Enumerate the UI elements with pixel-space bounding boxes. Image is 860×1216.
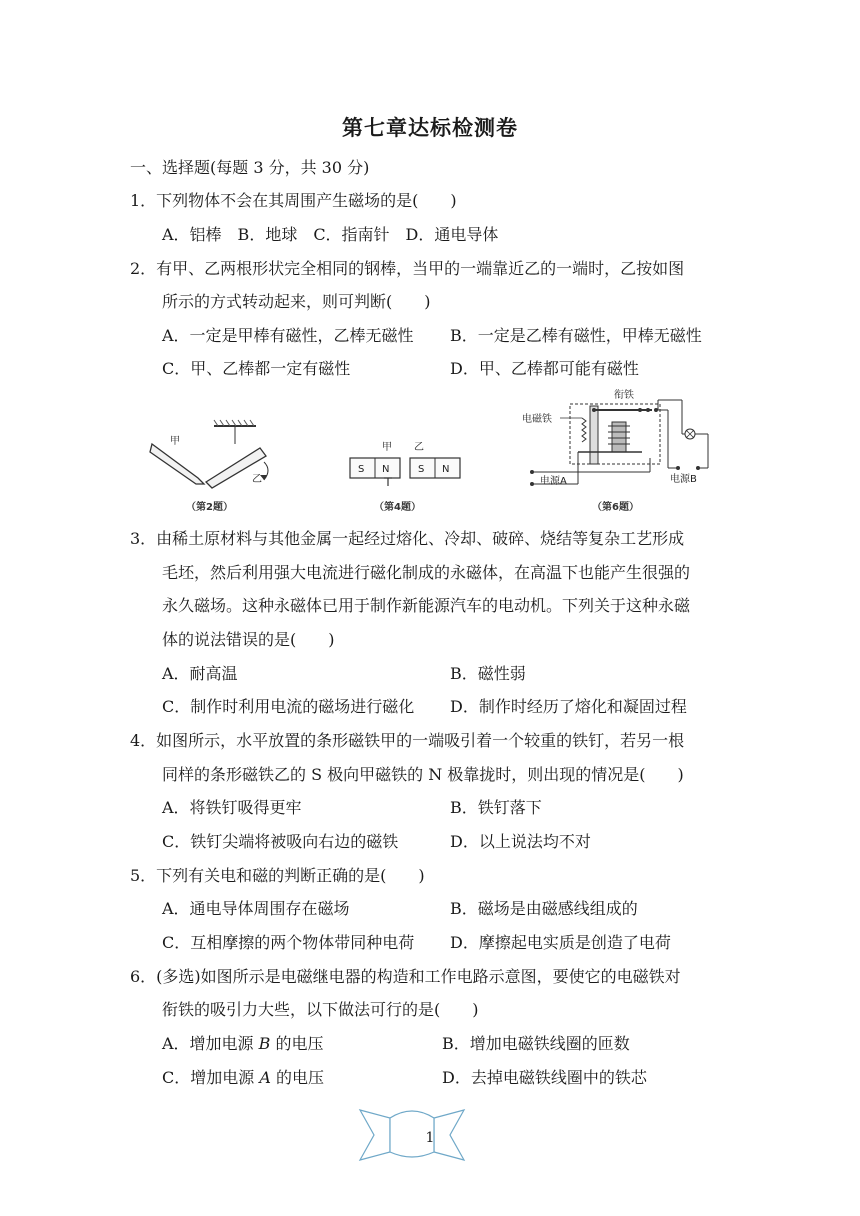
figure-6-label-source-b: 电源B	[670, 474, 697, 485]
figure-6-relay-circuit	[522, 388, 722, 520]
question-3-stem-line3: 永久磁场。这种永磁体已用于制作新能源汽车的电动机。下列关于这种永磁	[162, 596, 691, 615]
question-3-option-b: B．磁性弱	[450, 664, 526, 683]
question-5-option-a: A．通电导体周围存在磁场	[162, 899, 350, 918]
question-2-option-d: D．甲、乙棒都可能有磁性	[450, 359, 639, 378]
question-3-stem-line4: 体的说法错误的是( )	[162, 630, 335, 649]
figure-6-label-armature: 衔铁	[614, 390, 634, 401]
question-2-stem-line2: 所示的方式转动起来，则可判断( )	[162, 292, 431, 311]
question-6-stem-line1: 6．(多选)如图所示是电磁继电器的构造和工作电路示意图，要使它的电磁铁对	[130, 967, 681, 986]
page-title: 第七章达标检测卷	[342, 116, 518, 140]
section-heading: 一、选择题(每题 3 分，共 30 分)	[130, 158, 370, 177]
question-2-option-c: C．甲、乙棒都一定有磁性	[162, 359, 351, 378]
question-2-option-a: A．一定是甲棒有磁性，乙棒无磁性	[162, 326, 414, 345]
figure-4-label-yi: 乙	[414, 442, 424, 453]
question-2-stem-line1: 2．有甲、乙两根形状完全相同的钢棒，当甲的一端靠近乙的一端时，乙按如图	[130, 259, 685, 278]
question-3-stem-line1: 3．由稀土原材料与其他金属一起经过熔化、冷却、破碎、烧结等复杂工艺形成	[130, 529, 685, 548]
question-1-options: A．铝棒 B．地球 C．指南针 D．通电导体	[162, 225, 499, 244]
question-3-option-d: D．制作时经历了熔化和凝固过程	[450, 697, 687, 716]
figure-6-caption: （第6题）	[592, 502, 639, 513]
question-4-option-c: C．铁钉尖端将被吸向右边的磁铁	[162, 832, 399, 851]
question-6-option-b: B．增加电磁铁线圈的匝数	[442, 1034, 630, 1053]
question-2-option-b: B．一定是乙棒有磁性，甲棒无磁性	[450, 326, 702, 345]
question-5-stem: 5．下列有关电和磁的判断正确的是( )	[130, 866, 425, 885]
figure-6-label-source-a: 电源A	[540, 476, 567, 487]
question-3-stem-line2: 毛坯，然后利用强大电流进行磁化制成的永磁体，在高温下也能产生很强的	[162, 563, 691, 582]
figure-4-magnet-yi-s: S	[418, 464, 425, 475]
question-3-option-c: C．制作时利用电流的磁场进行磁化	[162, 697, 415, 716]
question-1-stem: 1．下列物体不会在其周围产生磁场的是( )	[130, 191, 457, 210]
question-4-option-b: B．铁钉落下	[450, 798, 542, 817]
figure-2-caption: （第2题）	[186, 502, 233, 513]
question-4-option-d: D．以上说法均不对	[450, 832, 591, 851]
question-6-stem-line2: 衔铁的吸引力大些，以下做法可行的是( )	[162, 1000, 479, 1019]
question-5-option-d: D．摩擦起电实质是创造了电荷	[450, 933, 671, 952]
figure-4-magnet-yi-n: N	[442, 464, 450, 475]
figure-2-label-yi: 乙	[252, 474, 262, 485]
figure-4-magnet-jia-s: S	[358, 464, 365, 475]
question-5-option-c: C．互相摩擦的两个物体带同种电荷	[162, 933, 415, 952]
question-3-option-a: A．耐高温	[162, 664, 238, 683]
question-4-stem-line1: 4．如图所示，水平放置的条形磁铁甲的一端吸引着一个较重的铁钉，若另一根	[130, 731, 685, 750]
figure-4-bar-magnets	[340, 438, 470, 518]
figure-6-label-electromagnet: 电磁铁	[522, 414, 552, 425]
question-6-option-d: D．去掉电磁铁线圈中的铁芯	[442, 1068, 647, 1087]
figure-4-magnet-jia-n: N	[382, 464, 390, 475]
question-6-option-c: C．增加电源 A 的电压	[162, 1068, 324, 1087]
question-6-option-a: A．增加电源 B 的电压	[162, 1034, 324, 1053]
question-4-option-a: A．将铁钉吸得更牢	[162, 798, 302, 817]
page-number: 1	[425, 1130, 435, 1146]
figure-4-label-jia: 甲	[382, 442, 392, 453]
question-4-stem-line2: 同样的条形磁铁乙的 S 极向甲磁铁的 N 极靠拢时，则出现的情况是( )	[162, 765, 684, 784]
question-5-option-b: B．磁场是由磁感线组成的	[450, 899, 638, 918]
figure-2-steel-rods	[140, 418, 300, 518]
figure-2-label-jia: 甲	[170, 436, 180, 447]
figure-4-caption: （第4题）	[374, 502, 421, 513]
